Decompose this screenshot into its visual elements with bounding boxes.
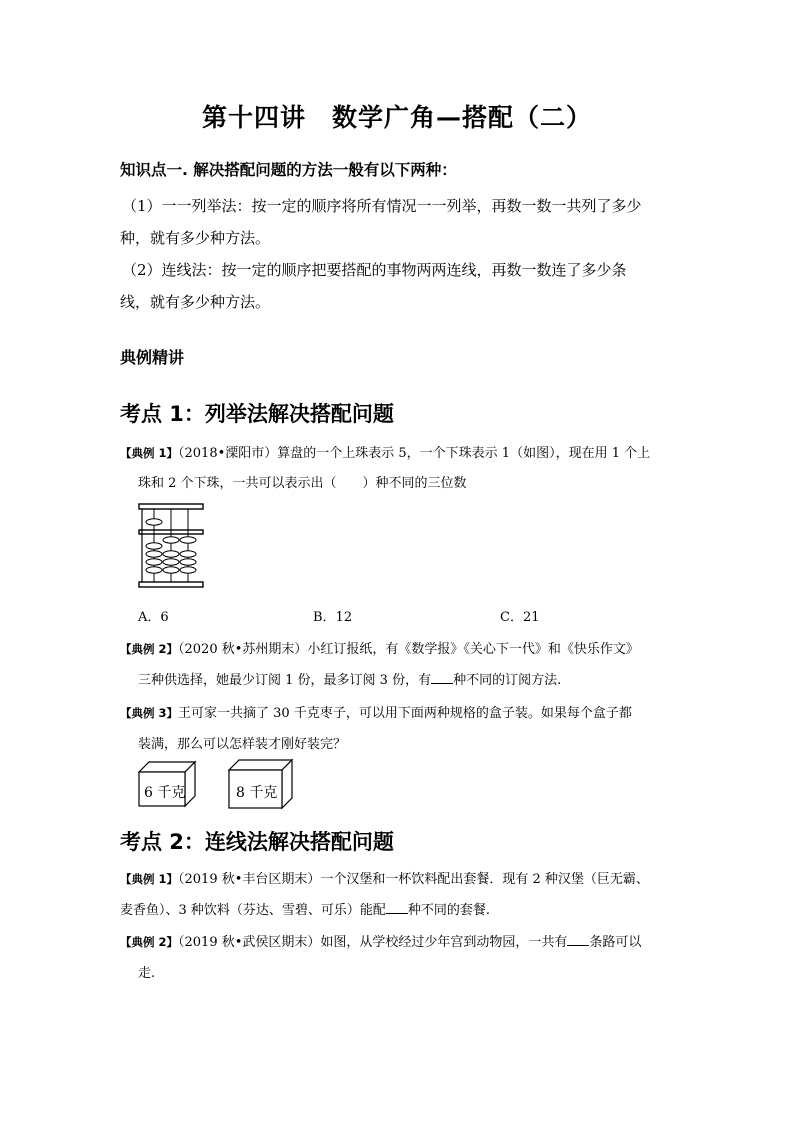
knowledge-item1-line2: 种，就有多少种方法。 (120, 229, 271, 247)
k1-ex2-text2b: 种不同的订阅方法. (453, 673, 562, 688)
kaodian1-heading: 考点 1：列举法解决搭配问题 (120, 402, 394, 426)
option-c: C．21 (500, 610, 540, 625)
examples-heading: 典例精讲 (120, 348, 185, 367)
k2-ex2-text1a: （2019 秋•武侯区期末）如图，从学校经过少年宫到动物园，一共有 (178, 935, 568, 950)
k2-ex1-text2b: 种不同的套餐. (407, 903, 491, 918)
knowledge-heading: 知识点一. 解决搭配问题的方法一般有以下两种： (120, 161, 457, 179)
example-tag: 【典例 3】 (120, 706, 179, 720)
k1-ex2-line1 (120, 638, 639, 657)
answer-blank (567, 933, 589, 946)
box-6kg-label: 6 千克 (144, 785, 186, 801)
example-tag: 【典例 2】 (120, 935, 179, 949)
k1-ex3-text1: 王可家一共摘了 30 千克枣子，可以用下面两种规格的盒子装。如果每个盒子都 (178, 706, 632, 721)
knowledge-item2-line1: （2）连线法：按一定的顺序把要搭配的事物两两连线，再数一数连了多少条 (122, 261, 627, 279)
k1-ex1-line2: 珠和 2 个下珠，一共可以表示出（ ）种不同的三位数 (138, 476, 467, 491)
k1-ex3-line2: 装满，那么可以怎样装才刚好装完？ (138, 737, 347, 752)
knowledge-item1-line1: （1）一一列举法：按一定的顺序将所有情况一一列举，再数一数一共列了多少 (122, 197, 642, 215)
k2-ex1-text1: （2019 秋•丰台区期末）一个汉堡和一杯饮料配出套餐．现有 2 种汉堡（巨无霸、 (178, 872, 649, 887)
kaodian2-heading: 考点 2：连线法解决搭配问题 (120, 830, 394, 854)
example-tag: 【典例 1】 (120, 446, 179, 460)
k1-ex3-line1 (120, 702, 632, 721)
box-8kg-label: 8 千克 (236, 785, 278, 801)
k1-ex2-text1: （2020 秋•苏州期末）小红订报纸，有《数学报》《关心下一代》和《快乐作文》 (178, 642, 639, 657)
k2-ex1-line2 (120, 899, 490, 918)
option-a: A．6 (138, 610, 169, 625)
example-tag: 【典例 2】 (120, 642, 179, 656)
k2-ex1-line1 (120, 868, 649, 887)
k2-ex2-line1 (120, 931, 641, 950)
option-b: B．12 (313, 610, 353, 625)
k2-ex1-text2a: 麦香鱼）、3 种饮料（芬达、雪碧、可乐）能配 (120, 903, 386, 918)
k1-ex1-text1: （2018•溧阳市）算盘的一个上珠表示 5，一个下珠表示 1（如图），现在用 1 个上 (178, 446, 651, 461)
k2-ex2-text1b: 条路可以 (589, 935, 642, 950)
k2-ex2-line2: 走. (138, 966, 156, 981)
answer-blank (431, 671, 453, 684)
k1-ex2-text2a: 三种供选择，她最少订阅 1 份，最多订阅 3 份，有 (138, 673, 432, 688)
abacus-figure (138, 503, 204, 589)
k1-ex1-line1 (120, 442, 650, 461)
answer-blank (386, 901, 408, 914)
knowledge-item2-line2: 线，就有多少种方法。 (120, 293, 271, 311)
k1-ex2-line2 (138, 669, 561, 688)
example-tag: 【典例 1】 (120, 872, 179, 886)
page-title: 第十四讲 数学广角—搭配（二） (201, 103, 592, 132)
